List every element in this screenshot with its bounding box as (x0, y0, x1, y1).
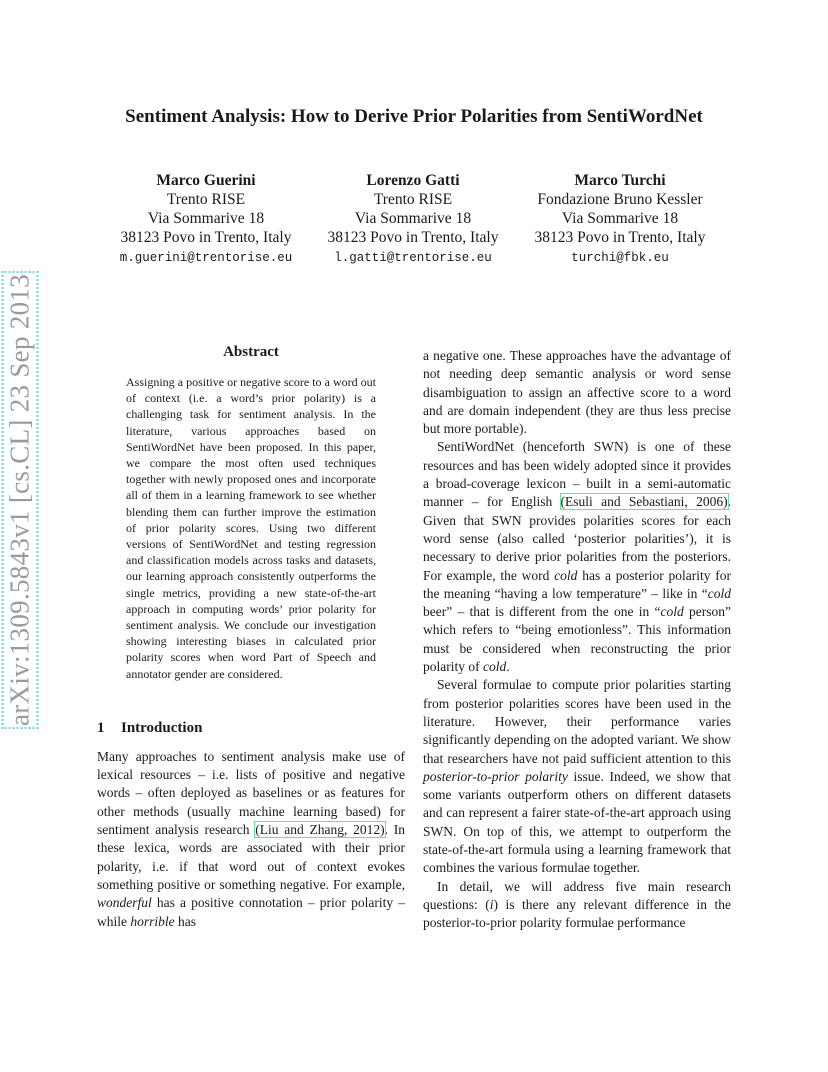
author-affiliation: Trento RISE (373, 191, 453, 208)
author-email: l.gatti@trentorise.eu (334, 251, 492, 265)
right-column (423, 347, 731, 933)
text-run: ) is there any relevant difference in the posterior-to-prior polarity formulae performance (423, 896, 731, 931)
text-run: has a posterior polarity for the meaning “having a low temperature” – like in “ (423, 567, 731, 601)
emphasis: cold (707, 585, 731, 601)
text-run: person” which refers to “being emotionless”. This information must be considered when reconstructing the prior polarity of (423, 604, 732, 675)
author-street: Via Sommarive 18 (561, 210, 679, 227)
intro-paragraph (97, 748, 405, 931)
author-city: 38123 Povo in Trento, Italy (534, 229, 706, 246)
text-run: beer” – that is different from the one in “ (423, 604, 661, 620)
text-run: has (174, 913, 197, 929)
intro-paragraph-continued: a negative one. These approaches have the advantage of not needing deep semantic analysis or word sense disambiguation to assign an affective score to a word and are domain independent (they are thus less precise but more portable). (423, 348, 731, 437)
paper-title: Sentiment Analysis: How to Derive Prior Polarities from SentiWordNet (125, 106, 703, 127)
text-run: . (506, 659, 510, 675)
citation-link[interactable]: (Liu and Zhang, 2012) (255, 822, 385, 838)
author-name: Lorenzo Gatti (366, 172, 460, 189)
section-heading-introduction (97, 720, 405, 737)
abstract-text: Assigning a positive or negative score to a word out of context (i.e. a word’s prior polarity) is a challenging task for sentiment analysis. In the literature, various approaches based on SentiWordNet have been proposed. In this paper, we compare the most often used techniques together with newly proposed ones and incorporate all of them in a learning framework to see whether blending them can further improve the estimation of prior polarity scores. Using two different versions of SentiWordNet and testing regression and classification models across tasks and datasets, our learning approach consistently outperforms the single metrics, providing a new state-of-the-art approach in computing words’ prior polarity for sentiment analysis. We conclude our investigation showing interesting biases in calculated prior polarity scores when word Part of Speech and annotator gender are considered. (126, 375, 376, 681)
text-run: issue. Indeed, we show that some variants outperform others on different datasets and can represent a fairer state-of-the-art approach using SWN. On top of this, we attempt to outperform the state-of-the-art formula using a learning framework that combines the various formulae together. (423, 768, 732, 876)
arxiv-identifier[interactable]: arXiv:1309.5843v1 [cs.CL] 23 Sep 2013 (4, 273, 35, 727)
author-affiliation: Fondazione Bruno Kessler (537, 191, 703, 208)
section-number: 1 (97, 719, 105, 736)
arxiv-identifier-margin (0, 0, 40, 1072)
citation-link[interactable]: (Esuli and Sebastiani, 2006) (560, 494, 728, 510)
author-affiliation: Trento RISE (166, 191, 246, 208)
emphasis: posterior-to-prior polarity (423, 768, 568, 784)
text-run: . Given that SWN provides polarities scores for each word sense (also called ‘posterior polarities’), it is necessary to derive prior polarities from the posteriors. For example, the word (423, 494, 731, 583)
left-column (97, 344, 405, 931)
intro-paragraph (423, 438, 731, 676)
text-run: SentiWordNet (henceforth SWN) is one of these resources and has been widely adopted since it provides a broad-coverage lexicon – built in a semi-automatic manner – for English (423, 439, 731, 510)
text-run: Several formulae to compute prior polarities starting from posterior polarities scores have been used in the literature. However, their performance varies significantly depending on the adopted variant. We show that researchers have not paid sufficient attention to this (423, 677, 731, 766)
author-street: Via Sommarive 18 (147, 210, 265, 227)
author-1 (106, 171, 306, 268)
author-city: 38123 Povo in Trento, Italy (327, 229, 499, 246)
text-run: has a positive connotation – prior polarity – while (97, 895, 405, 929)
emphasis: wonderful (97, 895, 152, 911)
text-run: . In these lexica, words are associated with their prior polarity, i.e. if that word out of context evokes something positive or something negative. For example, (97, 822, 406, 892)
author-email: m.guerini@trentorise.eu (119, 251, 293, 265)
author-street: Via Sommarive 18 (354, 210, 472, 227)
author-name: Marco Turchi (574, 172, 666, 189)
emphasis: cold (483, 659, 507, 675)
section-title: Introduction (121, 719, 203, 736)
text-run: Many approaches to sentiment analysis make use of lexical resources – i.e. lists of positive and negative words – often deployed as baselines or as features for other methods (usually machine learning based) for sentiment analysis research (97, 748, 405, 838)
emphasis: cold (554, 567, 578, 583)
emphasis: horrible (130, 913, 175, 929)
emphasis: i (489, 896, 494, 912)
emphasis: cold (660, 604, 684, 620)
author-3 (520, 171, 720, 268)
intro-paragraph (423, 878, 731, 933)
author-city: 38123 Povo in Trento, Italy (120, 229, 292, 246)
author-2 (313, 171, 513, 268)
intro-paragraph (423, 676, 731, 877)
abstract-heading: Abstract (223, 344, 279, 360)
author-name: Marco Guerini (156, 172, 256, 189)
author-email: turchi@fbk.eu (571, 251, 669, 265)
text-run: In detail, we will address five main research questions: ( (423, 878, 731, 912)
